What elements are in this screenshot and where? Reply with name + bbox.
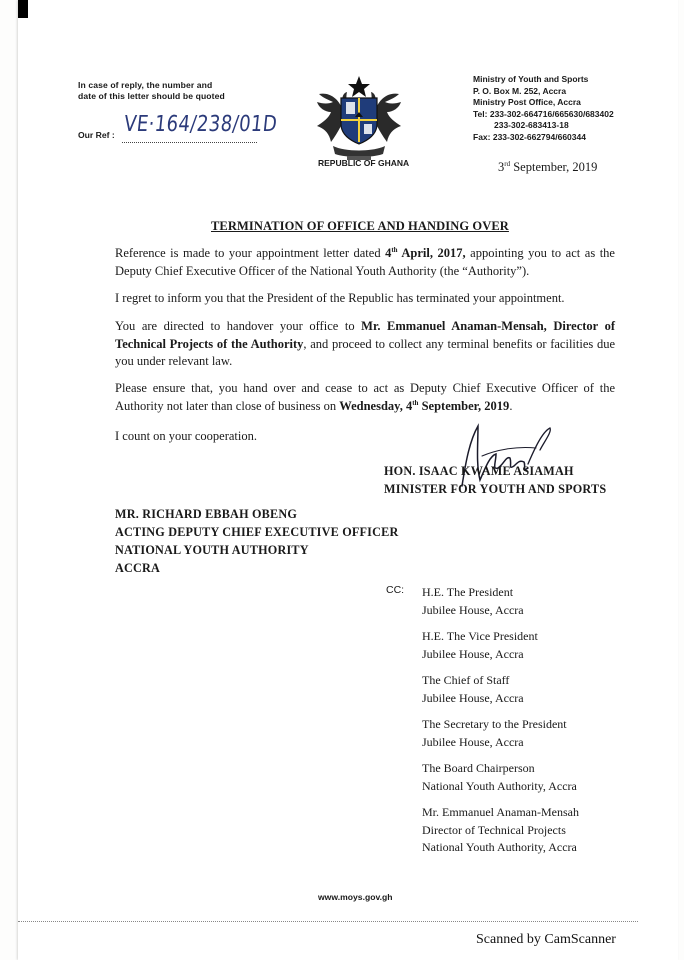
signatory-block (384, 462, 606, 498)
cc-item-line: H.E. The President (422, 585, 514, 599)
cc-label: CC: (386, 584, 405, 596)
our-ref-handwritten-value: VE·164/238/01D (122, 112, 279, 137)
addressee-position: ACTING DEPUTY CHIEF EXECUTIVE OFFICER (115, 525, 399, 539)
paragraph-closing: I count on your cooperation. (115, 429, 257, 443)
letter-page (18, 0, 678, 960)
cc-item (422, 716, 579, 751)
cc-item-line: Jubilee House, Accra (422, 602, 524, 617)
cc-item (422, 584, 579, 619)
cc-item-line: Mr. Emmanuel Anaman-Mensah (422, 805, 579, 819)
paragraph-termination: I regret to inform you that the President of the Republic has terminated your appointment. (115, 291, 565, 305)
cc-list (422, 584, 579, 866)
paragraph-deadline: Please ensure that, you hand over and cease to act as Deputy Chief Executive Officer of the Authority not later than close of business on Wednesday, 4th September, 2019. (115, 381, 615, 413)
cc-item-line: H.E. The Vice President (422, 629, 538, 643)
address-line-tel: Tel: 233-302-664716/665630/683402 (473, 108, 614, 119)
ministry-address-block (473, 74, 614, 143)
cc-item-line: The Board Chairperson (422, 761, 535, 775)
footer-divider (18, 921, 638, 922)
signatory-title: MINISTER FOR YOUTH AND SPORTS (384, 482, 607, 496)
addressee-block (115, 505, 398, 577)
paragraph-handover: You are directed to handover your office to Mr. Emmanuel Anaman-Mensah, Director of Technical Projects of the Authority, and proceed to collect any terminal benefits or facilities due you under relevant law. (115, 319, 616, 368)
signatory-name: HON. ISAAC KWAME ASIAMAH (384, 464, 574, 478)
addressee-organization: NATIONAL YOUTH AUTHORITY (115, 543, 309, 557)
crest-caption: REPUBLIC OF GHANA (318, 158, 410, 168)
address-line-2: P. O. Box M. 252, Accra (473, 85, 567, 96)
address-line-1: Ministry of Youth and Sports (473, 74, 589, 84)
cc-item-line: Jubilee House, Accra (422, 646, 524, 661)
cc-item-line: Director of Technical Projects (422, 822, 566, 837)
address-line-tel-2: 233-302-683413-18 (494, 120, 569, 130)
cc-item (422, 760, 579, 795)
cc-item-line: Jubilee House, Accra (422, 690, 524, 705)
letter-date: 3rd September, 2019 (498, 159, 598, 174)
reply-instruction-line-1: In case of reply, the number and (78, 80, 213, 90)
camscanner-watermark: Scanned by CamScanner (476, 932, 616, 947)
our-ref-dotted-line (122, 142, 257, 143)
reply-instruction-line-2: date of this letter should be quoted (78, 91, 225, 101)
paragraph-reference: Reference is made to your appointment letter dated 4th April, 2017, appointing you to act as the Deputy Chief Executive Officer of the National Youth Authority (the “Authority”). (115, 245, 615, 278)
cc-item (422, 628, 579, 663)
addressee-name: MR. RICHARD EBBAH OBENG (115, 507, 298, 521)
address-line-3: Ministry Post Office, Accra (473, 97, 581, 107)
cc-item-line: National Youth Authority, Accra (422, 778, 577, 793)
cc-item-line: The Chief of Staff (422, 673, 510, 687)
cc-item-line: Jubilee House, Accra (422, 734, 524, 749)
reply-instruction (78, 80, 225, 102)
cc-item-line: National Youth Authority, Accra (422, 840, 577, 854)
letter-subject: TERMINATION OF OFFICE AND HANDING OVER (211, 219, 509, 233)
our-ref-label: Our Ref : (78, 130, 115, 140)
footer-website: www.moys.gov.gh (318, 892, 393, 902)
addressee-city: ACCRA (115, 561, 161, 575)
address-line-fax: Fax: 233-302-662794/660344 (473, 131, 586, 142)
cc-item (422, 804, 579, 857)
cc-item (422, 672, 579, 707)
ghana-coat-of-arms-icon (311, 72, 407, 162)
scan-corner-mark (18, 0, 28, 18)
cc-item-line: The Secretary to the President (422, 717, 567, 731)
